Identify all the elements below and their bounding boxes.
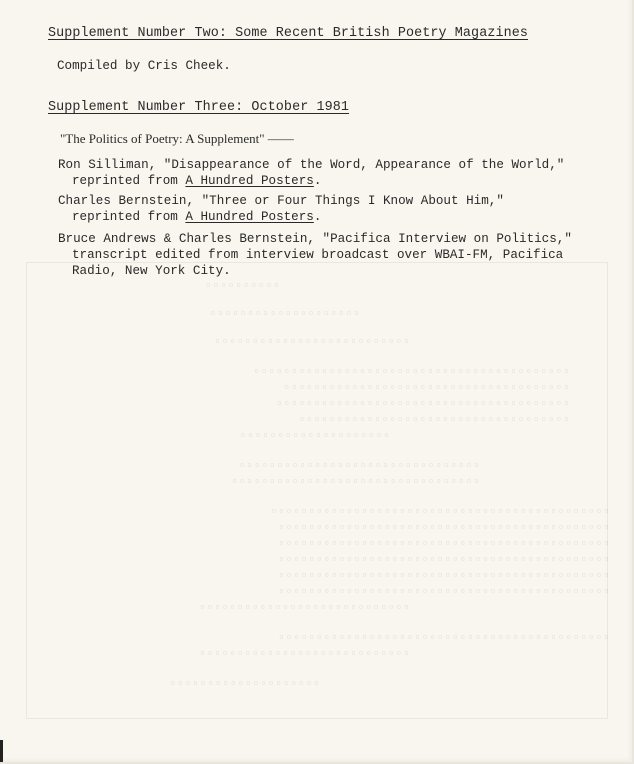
entry-line: Charles Bernstein, "Three or Four Things I Know About Him,": [58, 194, 504, 208]
entry-source: A Hundred Posters: [185, 174, 314, 188]
compiled-by-line: Compiled by Cris Cheek.: [57, 59, 231, 73]
entry-line: transcript edited from interview broadcast over WBAI-FM, Pacifica: [72, 248, 564, 262]
supplement-three-heading: Supplement Number Three: October 1981: [48, 100, 350, 115]
bleed-through-frame: [26, 262, 608, 719]
entry-prefix: reprinted from: [72, 210, 186, 224]
bleed-through-texture: ▫▫▫▫▫▫▫▫▫▫ ▫▫▫▫▫▫▫▫▫▫▫▫▫▫▫▫▫▫▫▫ ▫▫▫▫▫▫▫▫▫▫▫▫▫▫▫▫▫▫▫▫▫▫▫▫▫▫ ▫▫▫▫▫▫▫▫▫▫▫▫▫▫▫▫▫▫▫▫▫▫▫▫▫▫▫▫▫▫▫▫▫▫▫▫▫▫▫▫▫▫ ▫▫▫▫▫▫▫▫▫▫▫▫▫▫▫▫▫▫▫▫▫▫▫▫▫▫▫▫▫▫▫▫▫▫▫▫▫▫ ▫▫▫▫▫▫▫▫▫▫▫▫▫▫▫▫▫▫▫▫▫▫▫▫▫▫▫▫▫▫▫▫▫▫▫▫▫▫▫ ▫▫▫▫▫▫▫▫▫▫▫▫▫▫▫▫▫▫▫▫▫▫▫▫▫▫▫▫▫▫▫▫▫▫▫▫ ▫▫▫▫▫▫▫▫▫▫▫▫▫▫▫▫▫▫▫▫ ▫▫▫▫▫▫▫▫▫▫▫▫▫▫▫▫▫▫▫▫▫▫▫▫▫▫▫▫▫▫▫▫ ▫▫▫▫▫▫▫▫▫▫▫▫▫▫▫▫▫▫▫▫▫▫▫▫▫▫▫▫▫▫▫▫▫ ▫▫▫▫▫▫▫▫▫▫▫▫▫▫▫▫▫▫▫▫▫▫▫▫▫▫▫▫▫▫▫▫▫▫▫▫▫▫▫▫▫▫▫▫▫ ▫▫▫▫▫▫▫▫▫▫▫▫▫▫▫▫▫▫▫▫▫▫▫▫▫▫▫▫▫▫▫▫▫▫▫▫▫▫▫▫▫▫▫▫ ▫▫▫▫▫▫▫▫▫▫▫▫▫▫▫▫▫▫▫▫▫▫▫▫▫▫▫▫▫▫▫▫▫▫▫▫▫▫▫▫▫▫▫▫ ▫▫▫▫▫▫▫▫▫▫▫▫▫▫▫▫▫▫▫▫▫▫▫▫▫▫▫▫▫▫▫▫▫▫▫▫▫▫▫▫▫▫▫▫ ▫▫▫▫▫▫▫▫▫▫▫▫▫▫▫▫▫▫▫▫▫▫▫▫▫▫▫▫▫▫▫▫▫▫▫▫▫▫▫▫▫▫▫▫ ▫▫▫▫▫▫▫▫▫▫▫▫▫▫▫▫▫▫▫▫▫▫▫▫▫▫▫▫▫▫▫▫▫▫▫▫▫▫▫▫▫▫▫▫ ▫▫▫▫▫▫▫▫▫▫▫▫▫▫▫▫▫▫▫▫▫▫▫▫▫▫▫▫ ▫▫▫▫▫▫▫▫▫▫▫▫▫▫▫▫▫▫▫▫▫▫▫▫▫▫▫▫▫▫▫▫▫▫▫▫▫▫▫▫▫▫▫▫ ▫▫▫▫▫▫▫▫▫▫▫▫▫▫▫▫▫▫▫▫▫▫▫▫▫▫▫▫ ▫▫▫▫▫▫▫▫▫▫▫▫▫▫▫▫▫▫▫▫: [168, 279, 610, 691]
politics-title-line: "The Politics of Poetry: A Supplement" ——: [60, 131, 294, 146]
entry-line: Bruce Andrews & Charles Bernstein, "Pacifica Interview on Politics,": [58, 232, 572, 246]
entry-suffix: .: [313, 174, 322, 188]
entry-line: [58, 173, 564, 189]
entry-source: A Hundred Posters: [185, 210, 314, 224]
entry-line: [58, 209, 504, 225]
entry-line: Ron Silliman, "Disappearance of the Word, Appearance of the World,": [58, 158, 565, 172]
entry-suffix: .: [313, 210, 322, 224]
entry-silliman: [58, 157, 564, 189]
entry-prefix: reprinted from: [72, 174, 186, 188]
entry-bernstein: [58, 193, 504, 225]
page-edge-mark: [0, 740, 3, 762]
supplement-two-heading: Supplement Number Two: Some Recent British Poetry Magazines: [48, 26, 529, 41]
entry-line: Radio, New York City.: [72, 264, 231, 278]
